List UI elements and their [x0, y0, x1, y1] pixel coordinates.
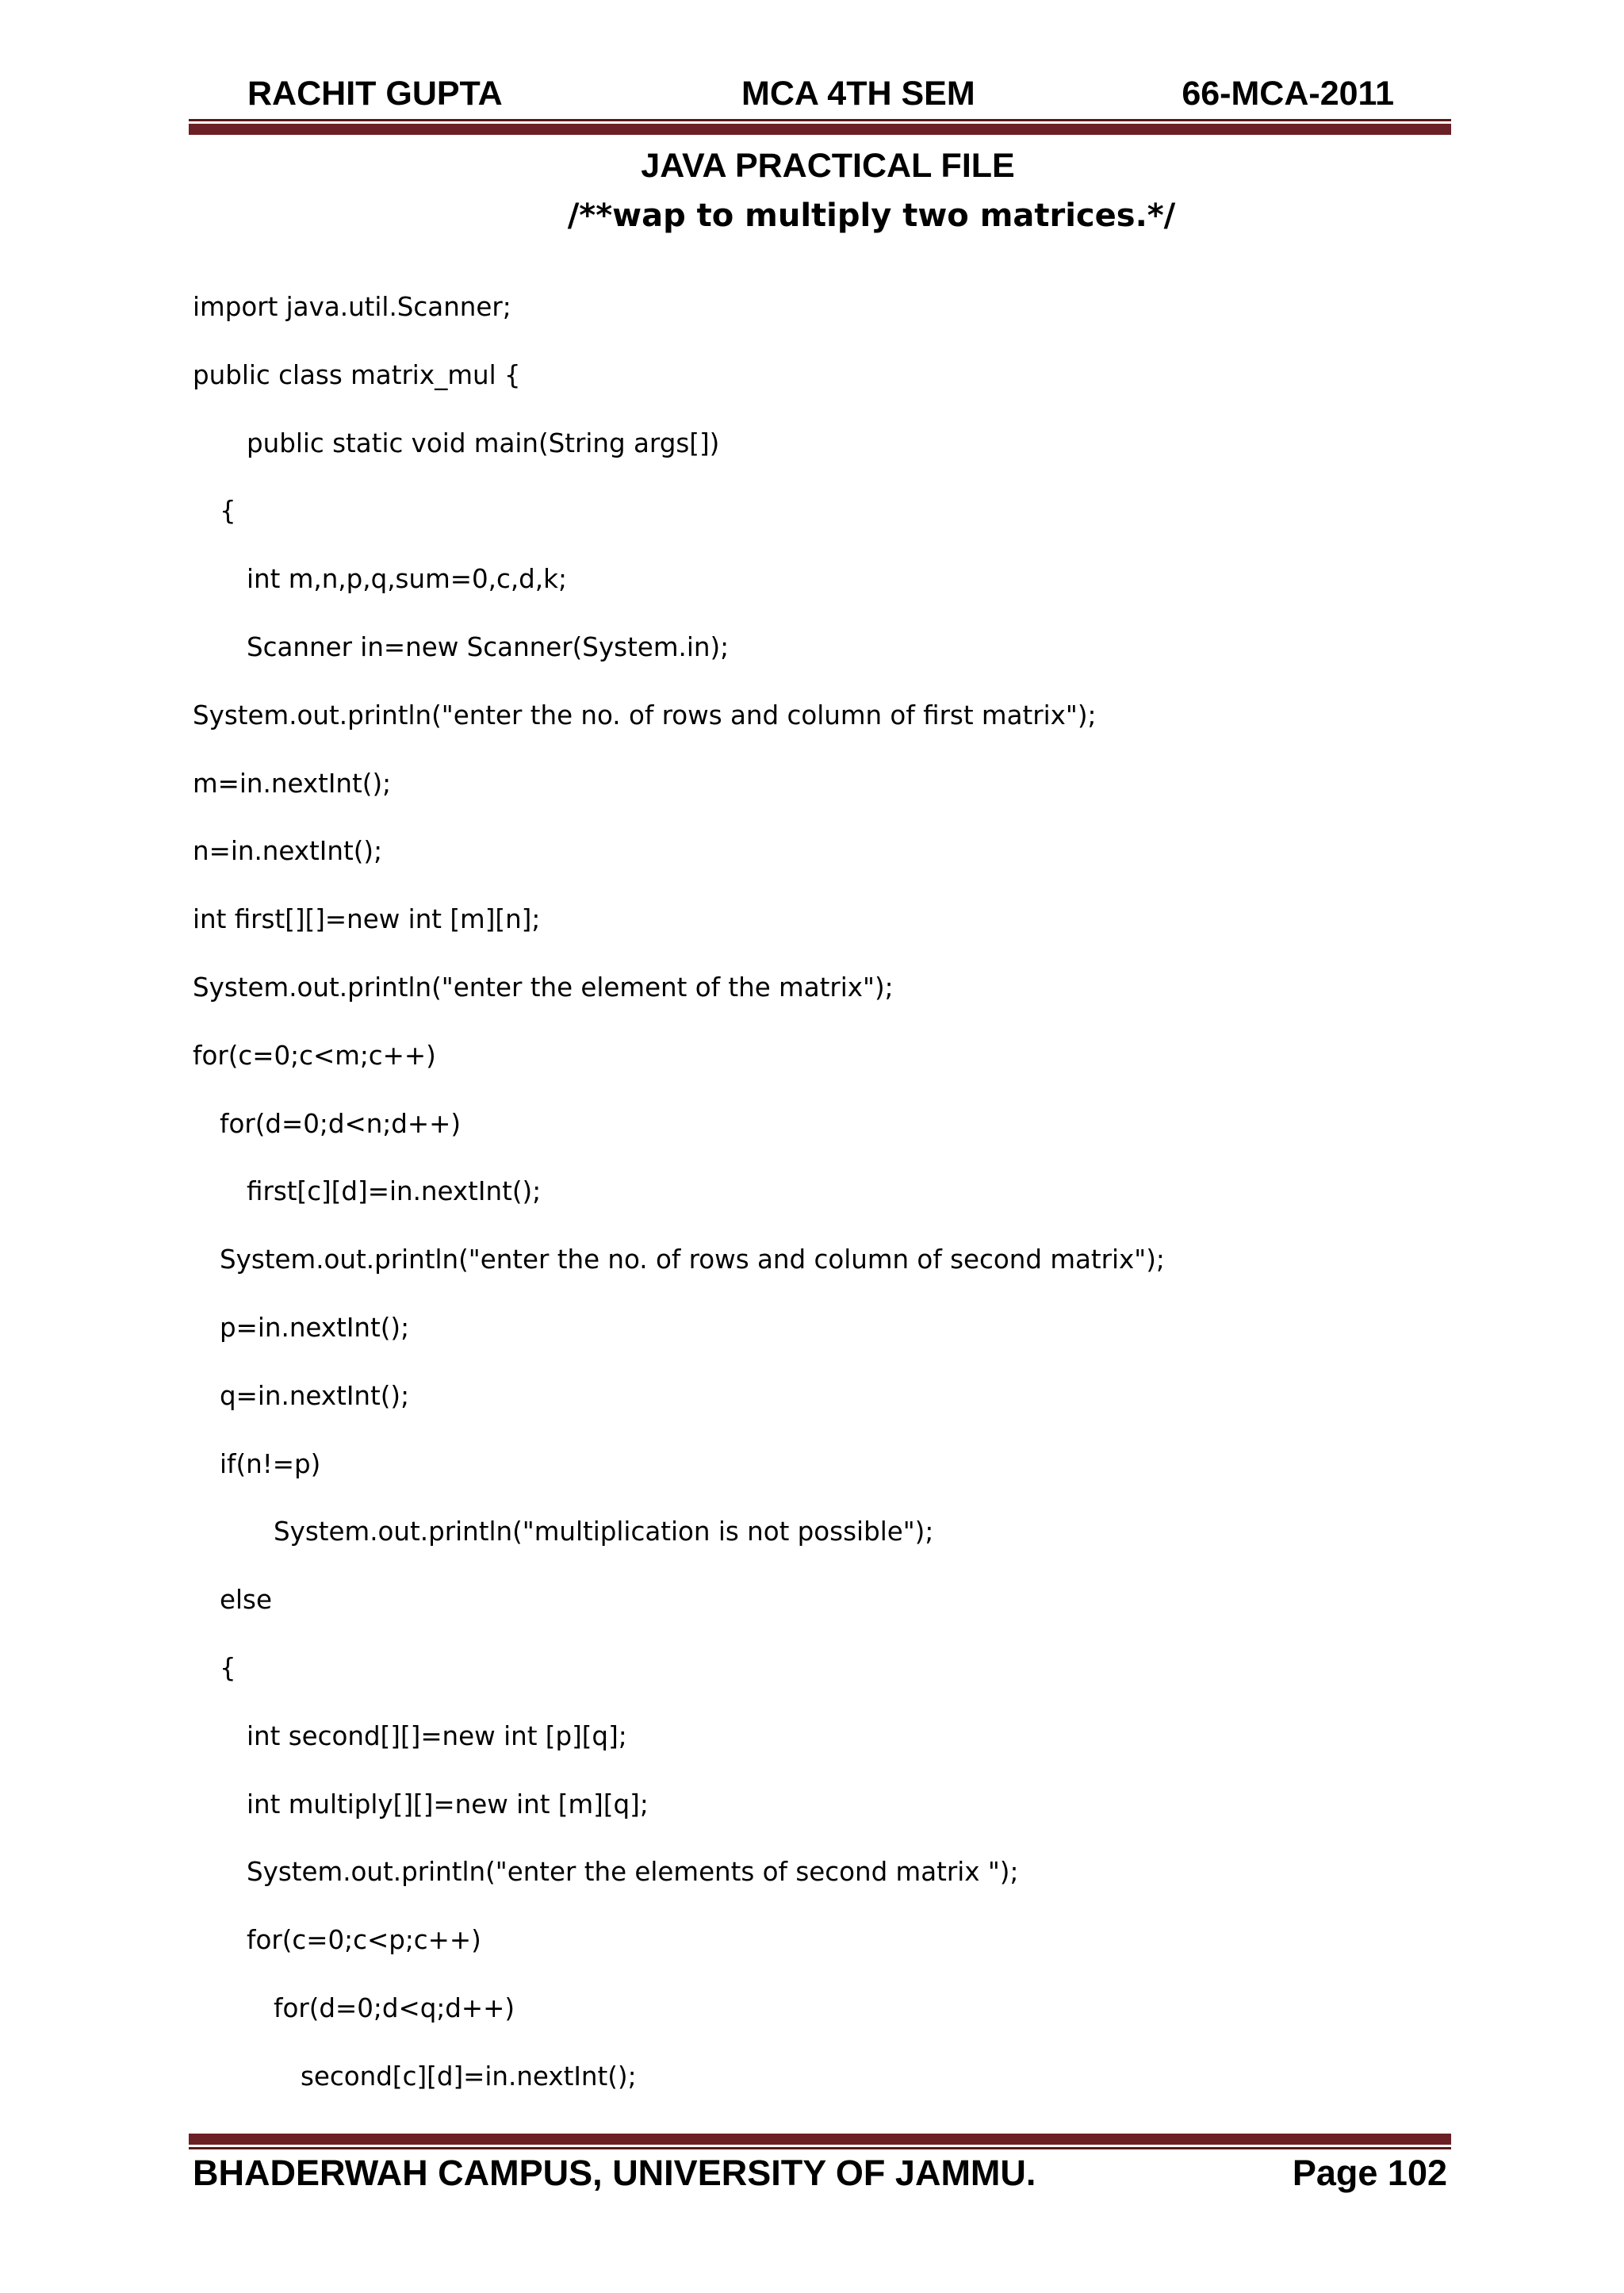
- code-line: for(d=0;d<n;d++): [220, 1108, 462, 1139]
- code-line: for(c=0;c<p;c++): [247, 1925, 481, 1956]
- code-line: System.out.println("enter the element of the matrix");: [193, 972, 894, 1003]
- page-title: JAVA PRACTICAL FILE: [641, 147, 1015, 185]
- code-line: int first[][]=new int [m][n];: [193, 904, 541, 935]
- header-divider: [189, 119, 1451, 135]
- page-footer: [193, 2148, 1447, 2199]
- code-line: int multiply[][]=new int [m][q];: [247, 1789, 649, 1819]
- code-line: int m,n,p,q,sum=0,c,d,k;: [247, 564, 567, 595]
- code-line: for(d=0;d<q;d++): [274, 1993, 515, 2023]
- header-roll-number: 66-MCA-2011: [1182, 75, 1394, 113]
- code-line: if(n!=p): [220, 1448, 321, 1479]
- code-line: public static void main(String args[]): [247, 428, 720, 458]
- code-line: q=in.nextInt();: [220, 1380, 410, 1411]
- footer-page-number: Page 102: [1292, 2153, 1447, 2193]
- header-course: MCA 4TH SEM: [741, 75, 975, 113]
- header-student-name: RACHIT GUPTA: [247, 75, 503, 113]
- code-line: else: [220, 1585, 272, 1616]
- code-line: n=in.nextInt();: [193, 836, 383, 867]
- code-line: first[c][d]=in.nextInt();: [247, 1176, 542, 1207]
- page-header: [190, 70, 1451, 117]
- footer-divider: [189, 2134, 1451, 2149]
- footer-campus: BHADERWAH CAMPUS, UNIVERSITY OF JAMMU.: [193, 2153, 1036, 2193]
- code-line: System.out.println("enter the no. of rows and column of second matrix");: [220, 1244, 1165, 1275]
- code-line: {: [220, 496, 236, 527]
- code-line: import java.util.Scanner;: [193, 292, 511, 322]
- code-line: System.out.println("multiplication is not possible");: [274, 1517, 934, 1547]
- code-line: public class matrix_mul {: [193, 359, 521, 390]
- program-comment: /**wap to multiply two matrices.*/: [567, 197, 1176, 234]
- code-line: m=in.nextInt();: [193, 768, 392, 799]
- code-line: for(c=0;c<m;c++): [193, 1040, 436, 1071]
- code-line: second[c][d]=in.nextInt();: [301, 2061, 637, 2092]
- code-line: System.out.println("enter the elements of second matrix ");: [247, 1857, 1019, 1888]
- code-line: int second[][]=new int [p][q];: [247, 1720, 627, 1751]
- code-line: {: [220, 1653, 236, 1683]
- code-line: Scanner in=new Scanner(System.in);: [247, 632, 730, 662]
- code-line: p=in.nextInt();: [220, 1313, 410, 1343]
- code-line: System.out.println("enter the no. of rows and column of first matrix");: [193, 700, 1097, 730]
